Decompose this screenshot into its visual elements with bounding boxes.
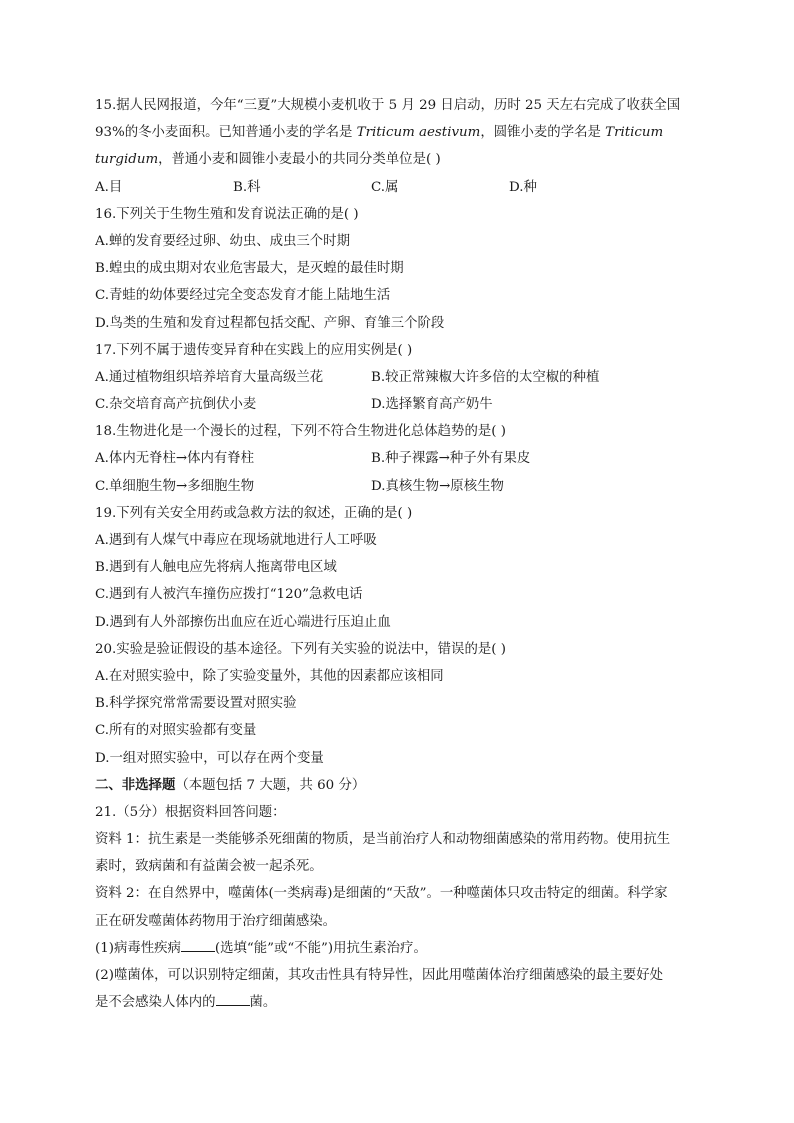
q15-stem-line-1: 15.据人民网报道，今年“三夏”大规模小麦机收于 5 月 29 日启动，历时 25 天左右完成了收获全国	[95, 98, 681, 113]
q21-material-1-line-1: 资料 1：抗生素是一类能够杀死细菌的物质，是当前治疗人和动物细菌感染的常用药物。使用抗生	[95, 832, 671, 848]
q15-option-b: B.科	[233, 179, 261, 195]
q15-stem-line-2: 93%的冬小麦面积。已知普通小麦的学名是 Triticum aestivum，圆锥小麦的学名是 Triticum	[95, 125, 664, 141]
q19-option-c: C.遇到有人被汽车撞伤应拨打“120”急救电话	[95, 587, 363, 603]
q21-material-2-line-2: 正在研发噬菌体药物用于治疗细菌感染。	[95, 913, 337, 929]
q16-stem: 16.下列关于生物生殖和发育说法正确的是( )	[95, 206, 359, 222]
q18-stem: 18.生物进化是一个漫长的过程，下列不符合生物进化总体趋势的是( )	[95, 424, 506, 440]
exam-page	[95, 92, 695, 1016]
scientific-name-durum-wheat-genus: Triticum	[605, 125, 664, 141]
q16-option-c: C.青蛙的幼体要经过完全变态发育才能上陆地生活	[95, 288, 391, 304]
q16-option-a: A.蝉的发育要经过卵、幼虫、成虫三个时期	[95, 233, 350, 249]
section-2-title: 二、非选择题	[95, 776, 176, 793]
q16-option-d: D.鸟类的生殖和发育过程都包括交配、产卵、育雏三个阶段	[95, 315, 445, 331]
q20-option-c: C.所有的对照实验都有变量	[95, 723, 257, 739]
scientific-name-durum-wheat-species: turgidum	[95, 152, 159, 168]
q18-option-b: B.种子裸露→种子外有果皮	[371, 451, 531, 467]
q15-option-a: A.目	[95, 179, 123, 195]
answer-blank-1[interactable]	[181, 937, 215, 952]
q21-sub-question-2-line-2: 是不会感染人体内的 菌。	[95, 989, 695, 1016]
q15-options	[95, 174, 695, 201]
q18-option-a: A.体内无脊柱→体内有脊柱	[95, 451, 255, 467]
q20-stem: 20.实验是验证假设的基本途径。下列有关实验的说法中，错误的是( )	[95, 641, 506, 657]
q17-option-c: C.杂交培育高产抗倒伏小麦	[95, 397, 257, 413]
section-2-note: （本题包括 7 大题，共 60 分）	[175, 777, 366, 793]
q17-stem: 17.下列不属于遗传变异育种在实践上的应用实例是( )	[95, 342, 413, 358]
q19-stem: 19.下列有关安全用药或急救方法的叙述，正确的是( )	[95, 505, 413, 521]
q21-material-1-line-2: 素时，致病菌和有益菌会被一起杀死。	[95, 859, 323, 875]
scientific-name-common-wheat: Triticum aestivum	[356, 125, 481, 141]
q18-options-row-1	[95, 445, 695, 472]
q19-option-b: B.遇到有人触电应先将病人拖离带电区域	[95, 560, 337, 576]
q20-option-a: A.在对照实验中，除了实验变量外，其他的因素都应该相同	[95, 668, 444, 684]
q15-stem-line-3: turgidum，普通小麦和圆锥小麦最小的共同分类单位是( )	[95, 152, 441, 168]
q17-option-b: B.较正常辣椒大许多倍的太空椒的种植	[371, 369, 600, 385]
q18-options-row-2	[95, 473, 695, 500]
q21-stem: 21.（5分）根据资料回答问题：	[95, 804, 286, 820]
q19-option-a: A.遇到有人煤气中毒应在现场就地进行人工呼吸	[95, 533, 377, 548]
q21-sub-question-1: (1)病毒性疾病 (选填“能”或“不能”)用抗生素治疗。	[95, 935, 695, 962]
q16-option-b: B.蝗虫的成虫期对农业危害最大，是灭蝗的最佳时期	[95, 261, 404, 277]
section-2-heading	[95, 772, 695, 799]
q15-option-d: D.种	[509, 179, 537, 195]
q20-option-d: D.一组对照实验中，可以存在两个变量	[95, 750, 324, 766]
q18-option-c: C.单细胞生物→多细胞生物	[95, 478, 255, 494]
answer-blank-2[interactable]	[216, 991, 250, 1006]
q17-options-row-2	[95, 391, 695, 418]
q19-option-d: D.遇到有人外部擦伤出血应在近心端进行压迫止血	[95, 614, 391, 630]
q18-option-d: D.真核生物→原核生物	[371, 478, 504, 494]
q17-option-d: D.选择繁育高产奶牛	[371, 397, 493, 413]
q15-option-c: C.属	[371, 179, 399, 195]
q21-sub-question-2-line-1: (2)噬菌体，可以识别特定细菌，其攻击性具有特异性，因此用噬菌体治疗细菌感染的最主要好处	[95, 968, 663, 983]
q17-option-a: A.通过植物组织培养培育大量高级兰花	[95, 369, 324, 385]
q17-options-row-1	[95, 364, 695, 391]
q20-option-b: B.科学探究常常需要设置对照实验	[95, 696, 297, 712]
q21-material-2-line-1: 资料 2：在自然界中，噬菌体(一类病毒)是细菌的“天敌”。一种噬菌体只攻击特定的细菌。科学家	[95, 886, 668, 902]
